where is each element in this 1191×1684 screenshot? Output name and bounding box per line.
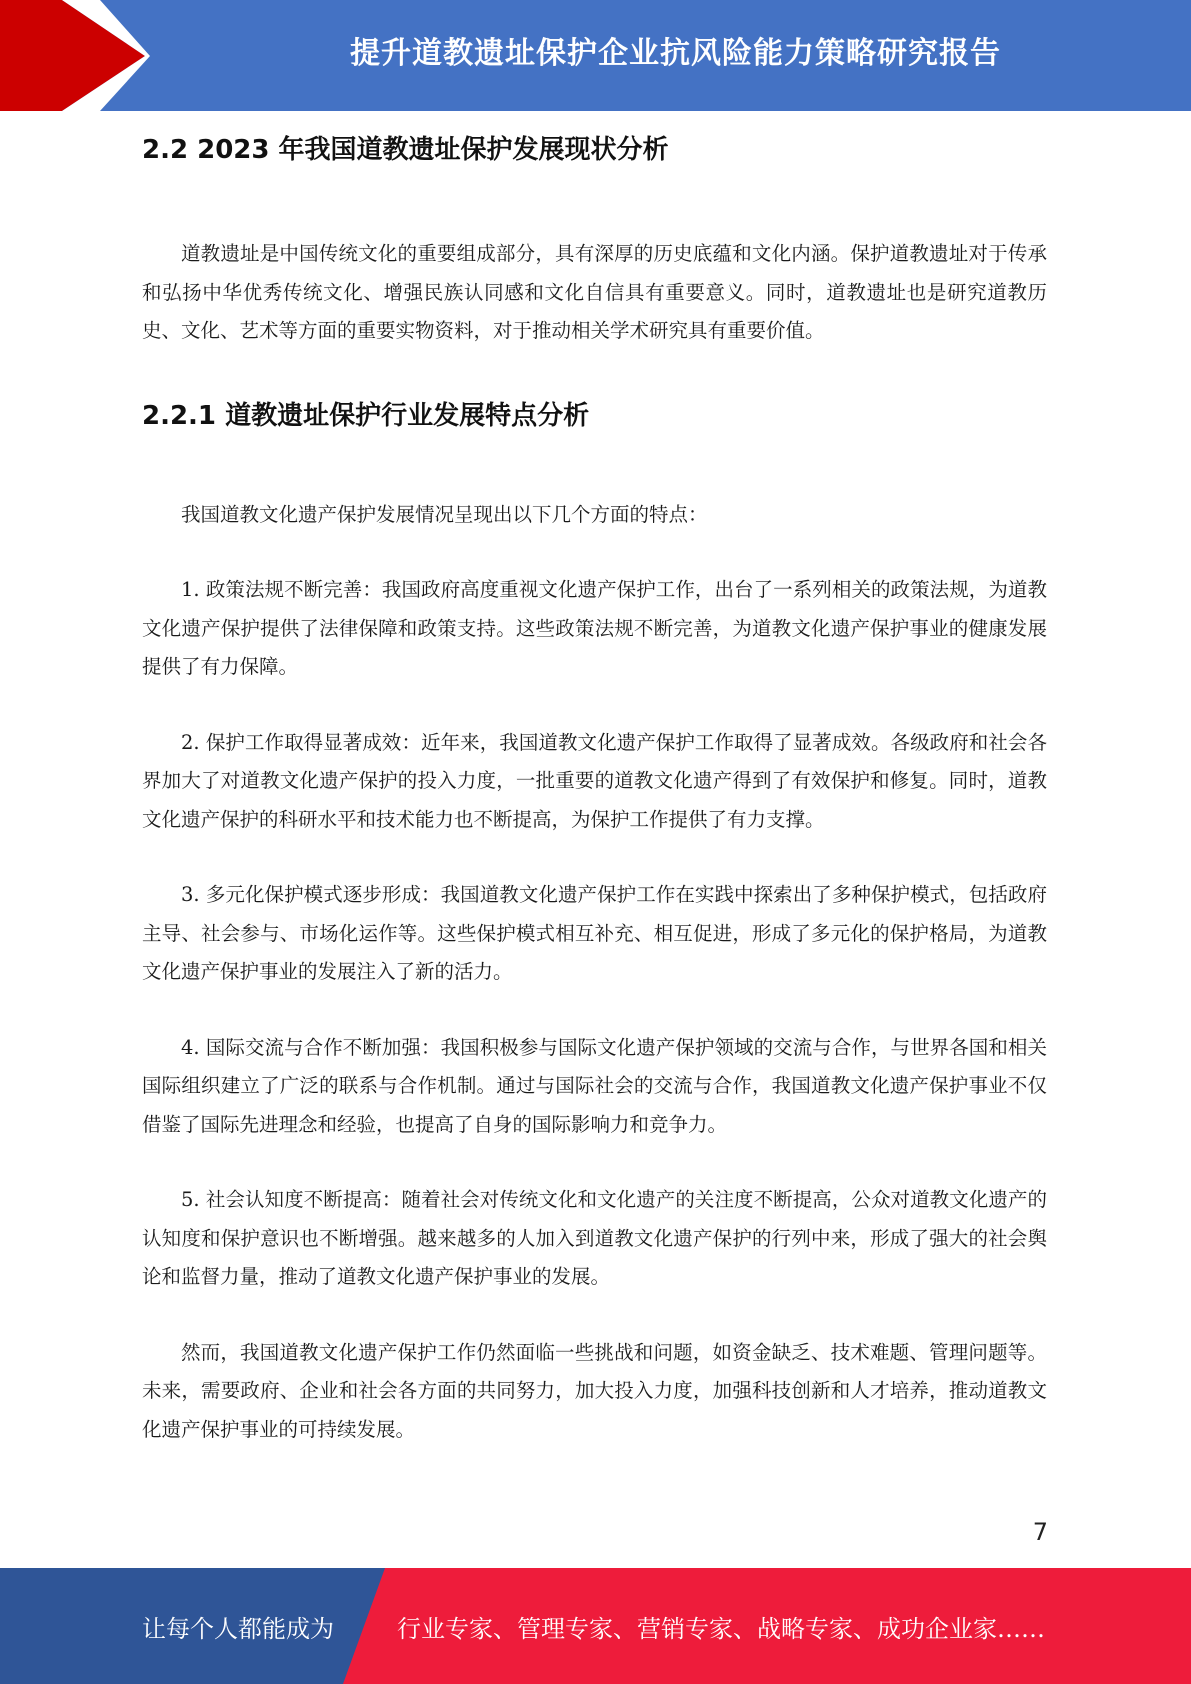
footer-slogan-right: 行业专家、管理专家、营销专家、战略专家、成功企业家……	[397, 1614, 1045, 1643]
feature-item-5: 5. 社会认知度不断提高：随着社会对传统文化和文化遗产的关注度不断提高，公众对道教文化遗产的认知度和保护意识也不断增强。越来越多的人加入到道教文化遗产保护的行列中来，形成了强大的社会舆论和监督力量，推动了道教文化遗产保护事业的发展。	[142, 1188, 1047, 1288]
feature-item-2: 2. 保护工作取得显著成效：近年来，我国道教文化遗产保护工作取得了显著成效。各级政府和社会各界加大了对道教文化遗产保护的投入力度，一批重要的道教文化遗产得到了有效保护和修复。同时，道教文化遗产保护的科研水平和技术能力也不断提高，为保护工作提供了有力支撑。	[142, 730, 1047, 831]
section-2-2-paragraph: 道教遗址是中国传统文化的重要组成部分，具有深厚的历史底蕴和文化内涵。保护道教遗址对于传承和弘扬中华优秀传统文化、增强民族认同感和文化自信具有重要意义。同时，道教遗址也是研究道教历史、文化、艺术等方面的重要实物资料，对于推动相关学术研究具有重要价值。	[142, 242, 1047, 342]
feature-item-1: 1. 政策法规不断完善：我国政府高度重视文化遗产保护工作，出台了一系列相关的政策法规，为道教文化遗产保护提供了法律保障和政策支持。这些政策法规不断完善，为道教文化遗产保护事业的健康发展提供了有力保障。	[142, 578, 1047, 678]
page-footer	[0, 1568, 1191, 1684]
section-intro-paragraph: 我国道教文化遗产保护发展情况呈现出以下几个方面的特点：	[181, 502, 708, 526]
section-2-2-1-heading: 2.2.1 道教遗址保护行业发展特点分析	[142, 400, 590, 431]
footer-slogan-left: 让每个人都能成为	[142, 1614, 334, 1643]
page-header	[0, 0, 1191, 111]
document-title: 提升道教遗址保护企业抗风险能力策略研究报告	[350, 36, 1001, 71]
page-number: 7	[1032, 1518, 1048, 1546]
conclusion-paragraph: 然而，我国道教文化遗产保护工作仍然面临一些挑战和问题，如资金缺乏、技术难题、管理问题等。未来，需要政府、企业和社会各方面的共同努力，加大投入力度，加强科技创新和人才培养，推动道教文化遗产保护事业的可持续发展。	[142, 1340, 1047, 1441]
feature-item-4: 4. 国际交流与合作不断加强：我国积极参与国际文化遗产保护领域的交流与合作，与世界各国和相关国际组织建立了广泛的联系与合作机制。通过与国际社会的交流与合作，我国道教文化遗产保护事业不仅借鉴了国际先进理念和经验，也提高了自身的国际影响力和竞争力。	[142, 1035, 1047, 1136]
section-2-2-heading: 2.2 2023 年我国道教遗址保护发展现状分析	[142, 135, 669, 165]
main-content	[142, 125, 1047, 1449]
feature-item-3: 3. 多元化保护模式逐步形成：我国道教文化遗产保护工作在实践中探索出了多种保护模式，包括政府主导、社会参与、市场化运作等。这些保护模式相互补充、相互促进，形成了多元化的保护格局，为道教文化遗产保护事业的发展注入了新的活力。	[142, 883, 1047, 983]
